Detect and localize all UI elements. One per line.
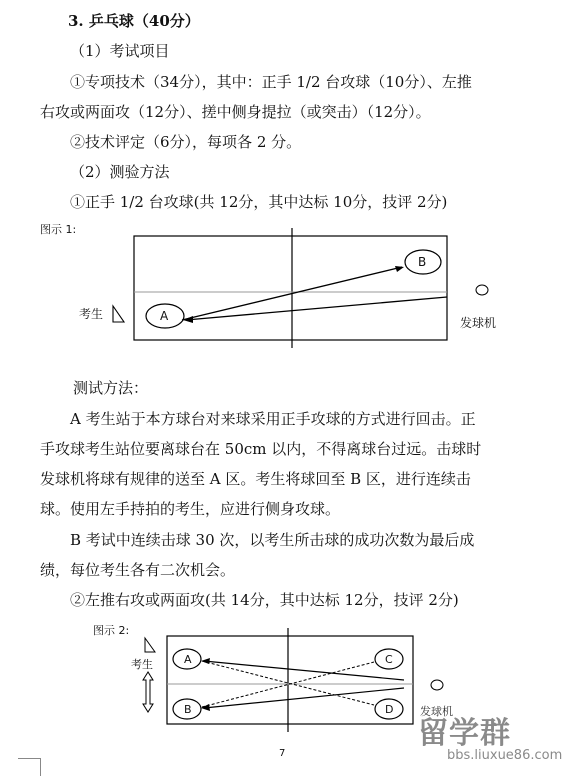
double-arrow-icon [143, 672, 153, 712]
paragraph-line: 球。使用左手持拍的考生，应进行侧身攻球。 [40, 500, 341, 518]
watermark-logo: 留学群 [418, 716, 511, 751]
watermark-url: bbs.liuxue86.com [447, 748, 563, 763]
paragraph-line: 右攻或两面攻（12分）、搓中侧身提拉（或突击）（12分）。 [40, 103, 431, 121]
zone-c-label: C [385, 653, 393, 666]
page-number: 7 [279, 748, 286, 759]
paragraph-line: A 考生站于本方球台对来球采用正手攻球的方式进行回击。正 [70, 410, 476, 428]
paragraph-line: ②技术评定（6分），每项各 2 分。 [70, 133, 302, 151]
zone-a-label: A [184, 653, 192, 666]
zone-a-label: A [160, 309, 169, 323]
paragraph-line: 测试方法： [73, 379, 149, 397]
examinee-label: 考生 [79, 307, 104, 321]
ball-machine-icon [431, 680, 443, 690]
figure1-caption: 图示 1: [40, 223, 77, 236]
zone-b-label: B [418, 255, 427, 269]
paragraph-line: （2）测验方法 [70, 163, 170, 181]
paragraph-line: 发球机将球有规律的送至 A 区。考生将球回至 B 区，进行连续击 [40, 470, 471, 488]
paragraph-line: 手攻球考生站位要离球台在 50cm 以内，不得离球台过远。击球时 [40, 440, 482, 458]
examinee-icon [145, 638, 155, 652]
examinee-label: 考生 [131, 658, 153, 671]
ball-machine-label: 发球机 [460, 316, 497, 330]
paragraph-line: （1）考试项目 [70, 42, 170, 60]
figure2-caption: 图示 2: [93, 624, 130, 637]
ball-machine-label: 发球机 [420, 705, 453, 718]
paragraph-line: ①专项技术（34分），其中：正手 1/2 台攻球（10分）、左推 [70, 73, 472, 91]
zone-b-label: B [184, 703, 192, 716]
paragraph-line: B 考试中连续击球 30 次，以考生所击球的成功次数为最后成 [70, 531, 475, 549]
section-title: 3. 乒乓球（40分） [68, 12, 200, 30]
crop-mark [18, 758, 40, 759]
serve-arrow [204, 661, 404, 680]
paragraph-line: ①正手 1/2 台攻球(共 12分，其中达标 10分，技评 2分) [70, 193, 448, 211]
zone-d-label: D [385, 703, 394, 716]
crop-mark [40, 758, 41, 776]
paragraph-line: 绩，每位考生各有二次机会。 [40, 561, 236, 579]
paragraph-line: ②左推右攻或两面攻(共 14分，其中达标 12分，技评 2分) [70, 591, 459, 609]
